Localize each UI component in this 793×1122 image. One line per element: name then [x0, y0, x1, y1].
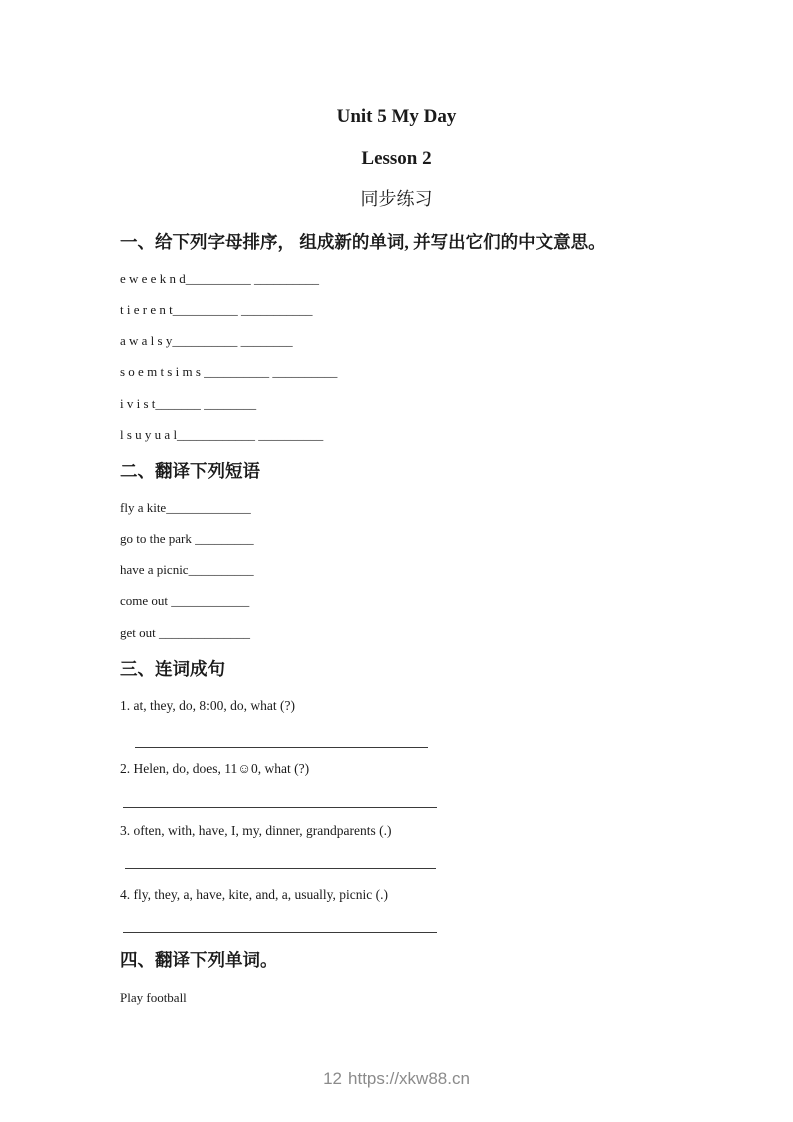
sentence-question-1: 1. at, they, do, 8:00, do, what (?): [120, 698, 295, 713]
phrase-item-3: have a picnic__________: [120, 562, 254, 577]
worksheet-subtitle: 同步练习: [360, 189, 433, 209]
page-footer: [0, 1069, 793, 1089]
scramble-item-2: t i e r e n t__________ ___________: [120, 302, 313, 317]
unit-title: Unit 5 My Day: [336, 106, 457, 127]
phrase-item-4: come out ____________: [120, 593, 250, 608]
scramble-item-6: l s u y u a l____________ __________: [120, 427, 324, 442]
scramble-item-4: s o e m t s i m s __________ __________: [120, 364, 338, 379]
answer-line-3: [125, 868, 436, 869]
section1-heading: 一、给下列字母排序， 组成新的单词, 并写出它们的中文意思。: [120, 232, 606, 252]
answer-line-4: [123, 932, 437, 933]
section2-heading: 二、翻译下列短语: [120, 461, 260, 481]
phrase-item-1: fly a kite_____________: [120, 500, 251, 515]
section3-heading: 三、连词成句: [120, 659, 225, 679]
section4-heading: 四、翻译下列单词。: [120, 950, 278, 970]
page-number: 12: [323, 1069, 343, 1088]
sentence-question-4: 4. fly, they, a, have, kite, and, a, usually, picnic (.): [120, 887, 389, 902]
sentence-question-2: 2. Helen, do, does, 11☺0, what (?): [120, 761, 310, 776]
scramble-item-5: i v i s t_______ ________: [120, 396, 257, 411]
lesson-title: Lesson 2: [361, 148, 432, 169]
scramble-item-1: e w e e k n d__________ __________: [120, 271, 319, 286]
scramble-item-3: a w a l s y__________ ________: [120, 333, 293, 348]
footer-url: https://xkw88.cn: [348, 1069, 470, 1088]
sentence-question-3: 3. often, with, have, I, my, dinner, grandparents (.): [120, 823, 392, 838]
phrase-item-5: get out ______________: [120, 625, 250, 640]
answer-line-1: [135, 747, 428, 748]
answer-line-2: [123, 807, 437, 808]
word-item-1: Play football: [120, 990, 187, 1005]
phrase-item-2: go to the park _________: [120, 531, 254, 546]
